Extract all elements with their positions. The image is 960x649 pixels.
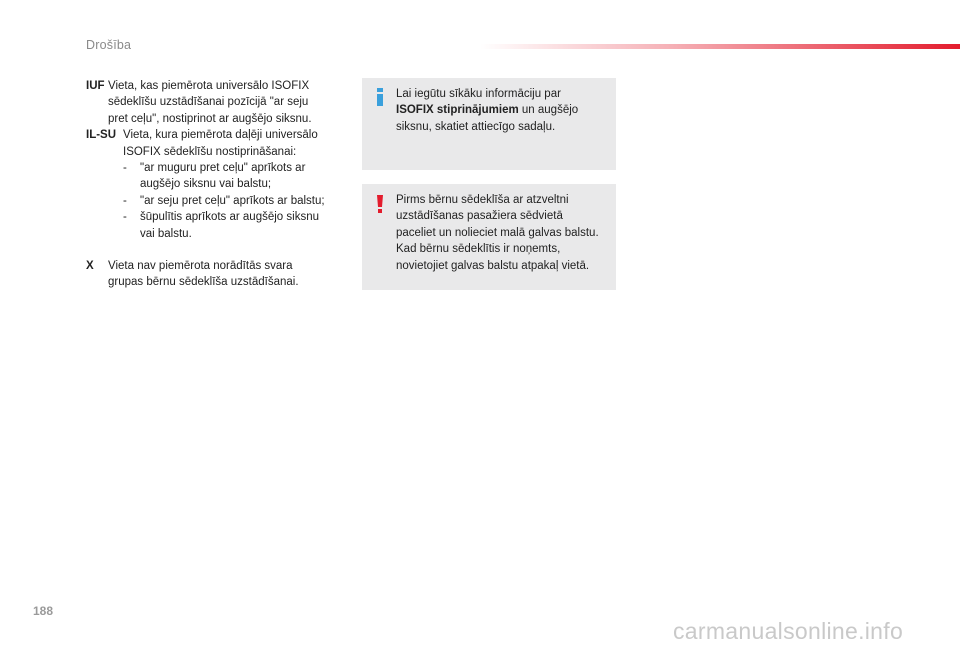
info-line: Lai iegūtu sīkāku informāciju par bbox=[396, 88, 561, 100]
bullet-list bbox=[123, 160, 341, 242]
term-desc-line: sēdeklīšu uzstādīšanai pozīcijā "ar seju bbox=[108, 96, 309, 109]
warning-line: Pirms bērnu sēdeklīša ar atzveltni bbox=[396, 194, 569, 206]
left-column bbox=[86, 78, 341, 291]
bullet-line: šūpulītis aprīkots ar augšējo siksnu bbox=[140, 211, 319, 224]
term-x bbox=[86, 258, 341, 291]
warning-line: novietojiet galvas balstu atpakaļ vietā. bbox=[396, 259, 590, 272]
watermark: carmanualsonline.info bbox=[673, 618, 904, 644]
section-header-title: Drošība bbox=[86, 38, 132, 52]
bullet-dash: - bbox=[123, 211, 127, 224]
warning-exclamation-icon bbox=[374, 195, 386, 213]
bullet-line: vai balstu. bbox=[140, 227, 192, 240]
info-bold-term: ISOFIX stiprinājumiem bbox=[396, 104, 519, 117]
term-desc-line: pret ceļu", nostiprinot ar augšējo siksnu. bbox=[108, 112, 312, 125]
bullet-line: "ar seju pret ceļu" aprīkots ar balstu; bbox=[140, 194, 325, 207]
header-accent-bar bbox=[480, 44, 960, 49]
term-desc-line: ISOFIX sēdeklīšu nostiprināšanai: bbox=[123, 145, 297, 158]
bullet-line: augšējo siksnu vai balstu; bbox=[140, 178, 272, 191]
page-number: 188 bbox=[33, 604, 54, 618]
warning-box bbox=[362, 184, 616, 290]
list-item bbox=[123, 160, 341, 193]
term-code: IUF bbox=[86, 80, 105, 92]
info-line-rest: un augšējo bbox=[518, 104, 579, 117]
bullet-dash: - bbox=[123, 162, 127, 175]
warning-line: Kad bērnu sēdeklītis ir noņemts, bbox=[396, 243, 561, 256]
bullet-line: "ar muguru pret ceļu" aprīkots ar bbox=[140, 162, 306, 175]
warning-line: paceliet un nolieciet malā galvas balstu. bbox=[396, 226, 599, 239]
list-item bbox=[123, 193, 341, 209]
info-box bbox=[362, 78, 616, 170]
list-item bbox=[123, 209, 341, 242]
term-il-su bbox=[86, 127, 341, 242]
term-desc-line: Vieta, kura piemērota daļēji universālo bbox=[123, 129, 318, 142]
term-desc-line: Vieta, kas piemērota universālo ISOFIX bbox=[108, 80, 310, 92]
warning-line: uzstādīšanas pasažiera sēdvietā bbox=[396, 210, 563, 223]
term-code: IL-SU bbox=[86, 129, 117, 142]
term-iuf bbox=[86, 78, 341, 127]
term-code: X bbox=[86, 260, 94, 273]
info-icon bbox=[374, 88, 386, 106]
term-desc-line: Vieta nav piemērota norādītās svara bbox=[108, 260, 293, 273]
info-line: siksnu, skatiet attiecīgo sadaļu. bbox=[396, 120, 556, 133]
info-line-with-bold bbox=[396, 102, 611, 118]
term-desc-line: grupas bērnu sēdeklīša uzstādīšanai. bbox=[108, 276, 299, 289]
bullet-dash: - bbox=[123, 194, 127, 207]
